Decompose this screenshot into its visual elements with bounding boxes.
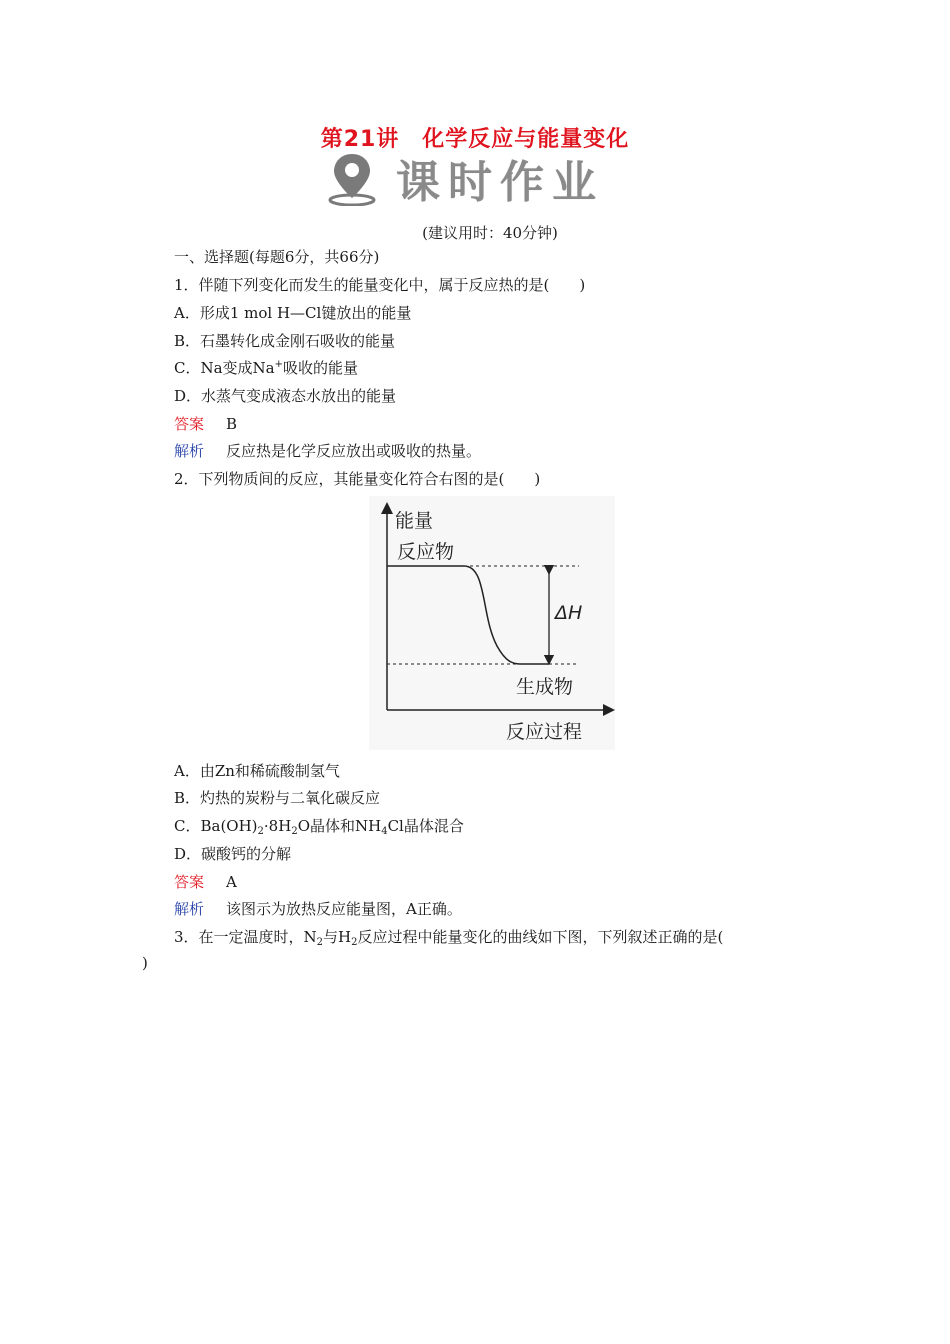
q1-option-a: A．形成1 mol H—Cl键放出的能量 — [174, 304, 412, 322]
diagram-product-label: 生成物 — [516, 676, 574, 698]
q3-stem-part2: 与H — [323, 928, 352, 946]
q2-option-d: D．碳酸钙的分解 — [174, 845, 292, 863]
suggested-time: (建议用时：40分钟) — [422, 224, 558, 242]
q3-stem — [174, 926, 723, 948]
diagram-reactant-label: 反应物 — [397, 541, 455, 563]
q3-stem-continuation: ) — [142, 954, 148, 972]
q2-option-a: A．由Zn和稀硫酸制氢气 — [174, 762, 340, 780]
q1-option-c-sup: + — [274, 359, 284, 370]
q3-stem-sub1: 2 — [316, 937, 324, 948]
q2-option-c-part4: Cl晶体混合 — [387, 817, 464, 835]
q1-answer-value: B — [226, 415, 238, 433]
q2-analysis-text: 该图示为放热反应能量图，A正确。 — [226, 900, 462, 918]
q2-option-c-part2: ·8H — [263, 817, 292, 835]
q1-option-b: B．石墨转化成金刚石吸收的能量 — [174, 332, 396, 350]
q3-stem-part1: 3．在一定温度时，N — [174, 928, 317, 946]
q1-answer-label: 答案 — [174, 415, 205, 433]
location-pin-icon — [326, 150, 378, 206]
q2-stem: 2．下列物质间的反应，其能量变化符合右图的是( ) — [174, 470, 541, 488]
q1-option-d: D．水蒸气变成液态水放出的能量 — [174, 387, 397, 405]
q3-stem-sub2: 2 — [351, 937, 358, 948]
q2-answer — [174, 871, 237, 892]
q2-option-b: B．灼热的炭粉与二氧化碳反应 — [174, 789, 381, 807]
q3-stem-part3: 反应过程中能量变化的曲线如下图，下列叙述正确的是( — [357, 928, 724, 946]
diagram-y-label: 能量 — [395, 510, 434, 532]
q2-analysis — [174, 898, 462, 919]
lesson-title: 第21讲 化学反应与能量变化 — [320, 127, 630, 152]
section-heading: 一、选择题(每题6分，共66分) — [174, 248, 380, 266]
energy-diagram — [369, 496, 615, 750]
q1-option-c-pre: C．Na变成Na — [174, 359, 275, 377]
q2-option-c — [174, 815, 464, 837]
homework-banner — [326, 150, 622, 206]
q1-analysis-label: 解析 — [174, 442, 205, 460]
q2-analysis-label: 解析 — [174, 900, 205, 918]
diagram-x-label: 反应过程 — [506, 721, 583, 743]
q1-analysis — [174, 440, 481, 461]
banner-text: 课时作业 — [396, 157, 604, 208]
q1-answer — [174, 413, 237, 434]
q2-option-c-sub1: 2 — [257, 826, 264, 837]
q1-option-c-post: 吸收的能量 — [283, 359, 359, 377]
diagram-delta-h-label: ΔH — [555, 602, 583, 624]
q2-option-c-part1: C．Ba(OH) — [174, 817, 258, 835]
energy-curve — [387, 566, 549, 664]
q2-answer-value: A — [226, 873, 237, 891]
q2-option-c-sub3: 4 — [381, 826, 388, 837]
q2-option-c-sub2: 2 — [291, 826, 298, 837]
q1-analysis-text: 反应热是化学反应放出或吸收的热量。 — [226, 442, 482, 460]
q2-answer-label: 答案 — [174, 873, 205, 891]
q2-option-c-part3: O晶体和NH — [297, 817, 382, 835]
q1-option-c — [174, 357, 358, 378]
q1-stem: 1．伴随下列变化而发生的能量变化中，属于反应热的是( ) — [174, 276, 586, 294]
